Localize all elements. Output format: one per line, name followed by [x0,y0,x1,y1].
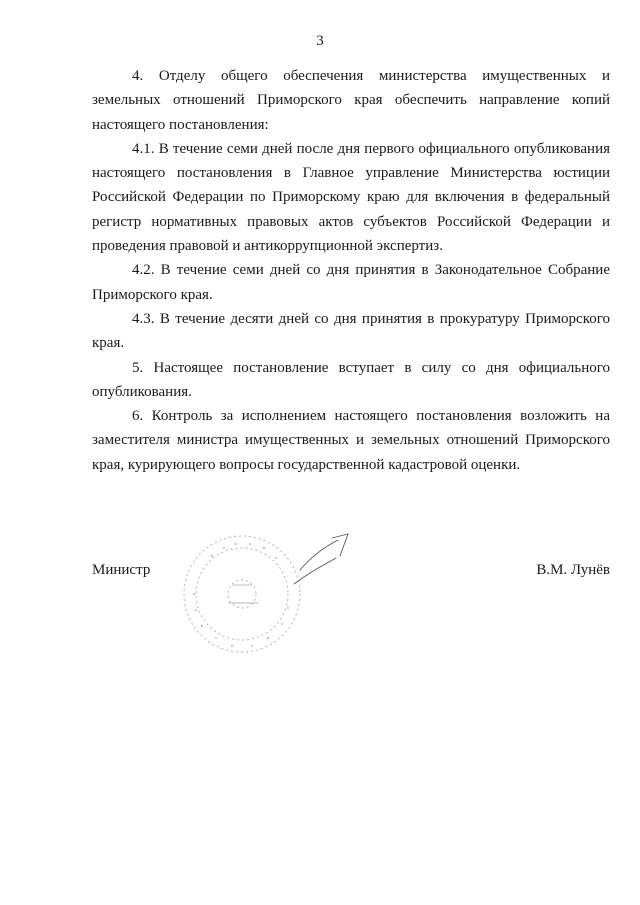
signer-title: Министр [92,562,151,578]
paragraph-4-2: 4.2. В течение семи дней со дня принятия в Законодательное Собрание Приморского края. [92,262,610,303]
page-number: 3 [316,33,324,49]
faded-official-seal-icon [172,528,312,658]
paragraph-4-1: 4.1. В течение семи дней после дня первого официального опубликования настоящего постановления в Главное управление Министерства юстиции Российской Федерации по Приморскому краю для включения в федеральный регистр нормативных правовых актов субъектов Российской Федерации и проведения правовой и антикоррупционной экспертиз. [92,140,610,255]
paragraph-4-3: 4.3. В течение десяти дней со дня принятия в прокуратуру Приморского края. [92,310,610,352]
paragraph-5: 5. Настоящее постановление вступает в силу со дня официального опубликования. [92,359,610,400]
document-body [92,64,610,477]
signer-name: В.М. Лунёв [536,562,610,578]
paragraph-4: 4. Отделу общего обеспечения министерства имущественных и земельных отношений Приморского края обеспечить направление копий настоящего постановления: [92,68,610,133]
signature-block [92,562,610,592]
paragraph-6: 6. Контроль за исполнением настоящего постановления возложить на заместителя министра имущественных и земельных отношений Приморского края, курирующего вопросы государственной кадастровой оценки. [92,408,610,473]
